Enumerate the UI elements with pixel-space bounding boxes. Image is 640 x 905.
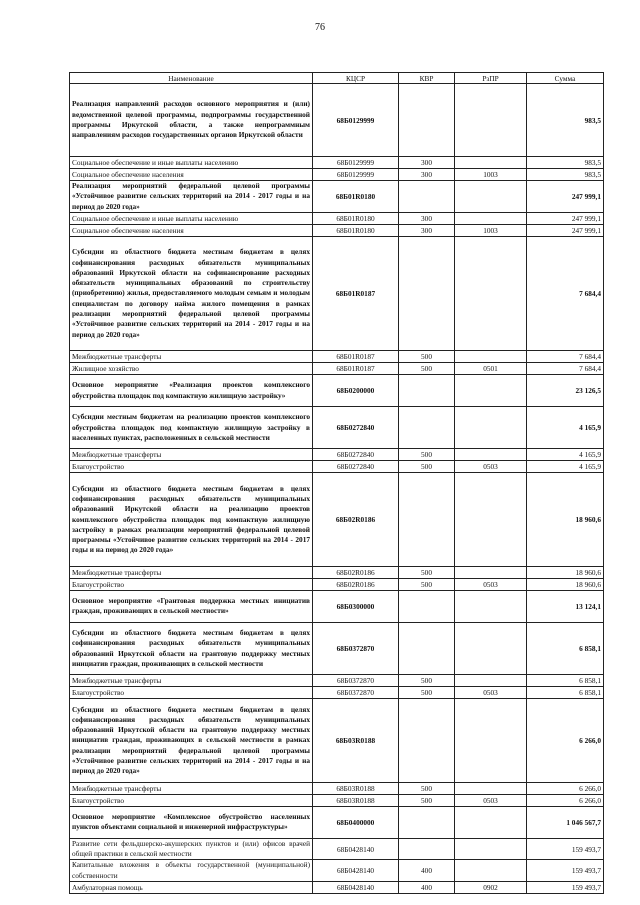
row-sum-cell: 18 960,6 [527,567,604,579]
row-kvr-cell: 500 [399,363,455,375]
row-name-cell: Основное мероприятие «Грантовая поддержка местных инициатив граждан, проживающих в сельской местности» [70,591,313,623]
table-row [70,782,604,794]
row-rzpr-cell: 0503 [455,579,527,591]
row-kvr-cell: 300 [399,157,455,169]
row-sum-cell: 6 266,0 [527,699,604,782]
row-rzpr-cell [455,622,527,675]
table-row [70,622,604,675]
row-rzpr-cell [455,407,527,449]
table-row [70,806,604,838]
table-row [70,449,604,461]
row-rzpr-cell [455,782,527,794]
row-kcsr-cell: 68Б02R0186 [313,473,399,567]
row-kvr-cell: 500 [399,675,455,687]
row-sum-cell: 6 858,1 [527,675,604,687]
row-rzpr-cell [455,351,527,363]
table-row [70,687,604,699]
table-row [70,84,604,157]
row-name-cell: Субсидии из областного бюджета местным бюджетам в целях софинансирования расходных обязательств муниципальных образований Иркутской области на грантовую поддержку местных инициатив граждан, проживающих в сельской местности в рамках реализации мероприятий федеральной целевой программы «Устойчивое развитие сельских территорий на 2014 - 2017 годы и на период до 2020 года» [70,699,313,782]
row-kcsr-cell: 68Б0372870 [313,622,399,675]
row-kcsr-cell: 68Б0272840 [313,461,399,473]
table-row [70,860,604,882]
row-name-cell: Межбюджетные трансферты [70,567,313,579]
row-rzpr-cell: 0503 [455,461,527,473]
table-row [70,181,604,213]
table-row [70,699,604,782]
row-kvr-cell: 500 [399,351,455,363]
row-kcsr-cell: 68Б0129999 [313,157,399,169]
row-kcsr-cell: 68Б01R0180 [313,212,399,224]
row-sum-cell: 18 960,6 [527,579,604,591]
header-name: Наименование [70,73,313,84]
row-kcsr-cell: 68Б0400000 [313,806,399,838]
row-kvr-cell: 500 [399,579,455,591]
row-kvr-cell: 500 [399,794,455,806]
row-kvr-cell [399,473,455,567]
row-sum-cell: 13 124,1 [527,591,604,623]
table-row [70,675,604,687]
table-row [70,579,604,591]
row-sum-cell: 983,5 [527,169,604,181]
row-kcsr-cell: 68Б0200000 [313,375,399,407]
row-rzpr-cell [455,806,527,838]
table-header-row [70,73,604,84]
page-number: 76 [315,22,325,33]
header-rzpr: РзПР [455,73,527,84]
row-kvr-cell [399,236,455,350]
row-sum-cell: 23 126,5 [527,375,604,407]
row-kcsr-cell: 68Б03R0188 [313,794,399,806]
row-sum-cell: 4 165,9 [527,449,604,461]
row-rzpr-cell: 0503 [455,687,527,699]
row-name-cell: Капитальные вложения в объекты государственной (муниципальной) собственности [70,860,313,882]
row-sum-cell: 7 684,4 [527,236,604,350]
row-name-cell: Социальное обеспечение населения [70,169,313,181]
header-kvr: КВР [399,73,455,84]
table-row [70,567,604,579]
row-name-cell: Межбюджетные трансферты [70,351,313,363]
row-kcsr-cell: 68Б01R0180 [313,224,399,236]
row-name-cell: Социальное обеспечение населения [70,224,313,236]
row-kvr-cell: 400 [399,860,455,882]
row-rzpr-cell [455,212,527,224]
row-sum-cell: 6 858,1 [527,687,604,699]
row-name-cell: Социальное обеспечение и иные выплаты населению [70,212,313,224]
row-name-cell: Субсидии местным бюджетам на реализацию проектов комплексного обустройства площадок под компактную жилищную застройку в населенных пунктах, расположенных в сельской местности [70,407,313,449]
table-row [70,224,604,236]
row-rzpr-cell: 1003 [455,169,527,181]
row-kvr-cell: 300 [399,224,455,236]
row-name-cell: Субсидии из областного бюджета местным бюджетам в целях софинансирования расходных обязательств муниципальных образований Иркутской области на софинансирование расходных обязательств муниципальных образований по строительству (приобретению) жилья, предоставляемого молодым семьям и молодым специалистам по договору найма жилого помещения в рамках реализации мероприятий федеральной целевой программы «Устойчивое развитие сельских территорий на 2014 - 2017 годы и на период до 2020 года» [70,236,313,350]
row-sum-cell: 247 999,1 [527,224,604,236]
table-row [70,375,604,407]
row-name-cell: Благоустройство [70,687,313,699]
row-rzpr-cell: 1003 [455,224,527,236]
row-sum-cell: 247 999,1 [527,212,604,224]
row-kvr-cell [399,622,455,675]
row-kcsr-cell: 68Б0428140 [313,860,399,882]
row-sum-cell: 247 999,1 [527,181,604,213]
row-rzpr-cell [455,473,527,567]
row-rzpr-cell [455,236,527,350]
row-kcsr-cell: 68Б0129999 [313,84,399,157]
table-row [70,351,604,363]
table-row [70,794,604,806]
row-name-cell: Реализация мероприятий федеральной целевой программы «Устойчивое развитие сельских территорий на 2014 - 2017 годы и на период до 2020 года» [70,181,313,213]
table-body [70,84,604,894]
budget-table [69,72,604,894]
row-name-cell: Субсидии из областного бюджета местным бюджетам в целях софинансирования расходных обязательств муниципальных образований Иркутской области на реализацию проектов комплексного обустройства площадок под компактную жилищную застройку в рамках реализации мероприятий федеральной целевой программы «Устойчивое развитие сельских территорий на 2014 - 2017 годы и на период до 2020 года» [70,473,313,567]
row-rzpr-cell [455,567,527,579]
row-kcsr-cell: 68Б0428140 [313,881,399,893]
row-name-cell: Благоустройство [70,794,313,806]
row-name-cell: Благоустройство [70,461,313,473]
row-sum-cell: 4 165,9 [527,407,604,449]
row-sum-cell: 7 684,4 [527,363,604,375]
row-kcsr-cell: 68Б0372870 [313,675,399,687]
row-kvr-cell [399,407,455,449]
row-name-cell: Субсидии из областного бюджета местным бюджетам в целях софинансирования расходных обязательств муниципальных образований Иркутской области на грантовую поддержку местных инициатив граждан, проживающих в сельской местности [70,622,313,675]
row-name-cell: Основное мероприятие «Комплексное обустройство населенных пунктов объектами социальной и инженерной инфраструктуры» [70,806,313,838]
row-rzpr-cell [455,181,527,213]
row-kvr-cell: 500 [399,461,455,473]
row-kvr-cell: 500 [399,567,455,579]
row-kcsr-cell: 68Б0428140 [313,838,399,860]
row-kcsr-cell: 68Б01R0180 [313,181,399,213]
row-kcsr-cell: 68Б01R0187 [313,351,399,363]
row-sum-cell: 7 684,4 [527,351,604,363]
header-kcsr: КЦСР [313,73,399,84]
table-row [70,363,604,375]
table-row [70,881,604,893]
table-row [70,157,604,169]
row-sum-cell: 159 493,7 [527,860,604,882]
table-row [70,473,604,567]
row-sum-cell: 6 266,0 [527,782,604,794]
row-kcsr-cell: 68Б0300000 [313,591,399,623]
row-kvr-cell [399,699,455,782]
row-sum-cell: 6 266,0 [527,794,604,806]
row-kvr-cell [399,181,455,213]
row-sum-cell: 18 960,6 [527,473,604,567]
header-sum: Сумма [527,73,604,84]
row-sum-cell: 6 858,1 [527,622,604,675]
row-name-cell: Социальное обеспечение и иные выплаты населению [70,157,313,169]
table-row [70,838,604,860]
row-name-cell: Основное мероприятие «Реализация проектов комплексного обустройства площадок под компактную жилищную застройку» [70,375,313,407]
row-sum-cell: 4 165,9 [527,461,604,473]
row-sum-cell: 159 493,7 [527,838,604,860]
row-rzpr-cell [455,860,527,882]
row-rzpr-cell [455,591,527,623]
row-rzpr-cell [455,449,527,461]
row-rzpr-cell [455,375,527,407]
row-sum-cell: 159 493,7 [527,881,604,893]
row-kcsr-cell: 68Б01R0187 [313,363,399,375]
row-rzpr-cell: 0503 [455,794,527,806]
row-name-cell: Реализация направлений расходов основного мероприятия и (или) ведомственной целевой программы, подпрограммы государственной программы Иркутской области, а также непрограммным направлениям расходов государственных органов Иркутской области [70,84,313,157]
row-kcsr-cell: 68Б03R0188 [313,699,399,782]
row-rzpr-cell: 0501 [455,363,527,375]
row-rzpr-cell: 0902 [455,881,527,893]
row-rzpr-cell [455,838,527,860]
row-kvr-cell [399,838,455,860]
row-rzpr-cell [455,157,527,169]
table-row [70,236,604,350]
row-name-cell: Межбюджетные трансферты [70,782,313,794]
row-kvr-cell: 300 [399,169,455,181]
row-name-cell: Амбулаторная помощь [70,881,313,893]
row-kcsr-cell: 68Б0272840 [313,407,399,449]
row-kvr-cell: 500 [399,687,455,699]
row-rzpr-cell [455,675,527,687]
row-kvr-cell: 500 [399,449,455,461]
row-name-cell: Межбюджетные трансферты [70,449,313,461]
row-rzpr-cell [455,84,527,157]
row-name-cell: Благоустройство [70,579,313,591]
table-row [70,407,604,449]
row-sum-cell: 1 046 567,7 [527,806,604,838]
row-sum-cell: 983,5 [527,84,604,157]
row-kvr-cell [399,806,455,838]
row-name-cell: Межбюджетные трансферты [70,675,313,687]
row-kvr-cell [399,375,455,407]
row-kcsr-cell: 68Б0272840 [313,449,399,461]
row-name-cell: Развитие сети фельдшерско-акушерских пунктов и (или) офисов врачей общей практики в сельской местности [70,838,313,860]
row-kcsr-cell: 68Б0129999 [313,169,399,181]
row-name-cell: Жилищное хозяйство [70,363,313,375]
table-row [70,461,604,473]
row-kvr-cell: 500 [399,782,455,794]
row-rzpr-cell [455,699,527,782]
row-kcsr-cell: 68Б03R0188 [313,782,399,794]
table-row [70,169,604,181]
row-kcsr-cell: 68Б01R0187 [313,236,399,350]
row-kvr-cell: 300 [399,212,455,224]
row-kvr-cell [399,591,455,623]
row-kvr-cell [399,84,455,157]
row-kcsr-cell: 68Б0372870 [313,687,399,699]
row-sum-cell: 983,5 [527,157,604,169]
table-row [70,212,604,224]
row-kcsr-cell: 68Б02R0186 [313,579,399,591]
table-row [70,591,604,623]
row-kvr-cell: 400 [399,881,455,893]
row-kcsr-cell: 68Б02R0186 [313,567,399,579]
